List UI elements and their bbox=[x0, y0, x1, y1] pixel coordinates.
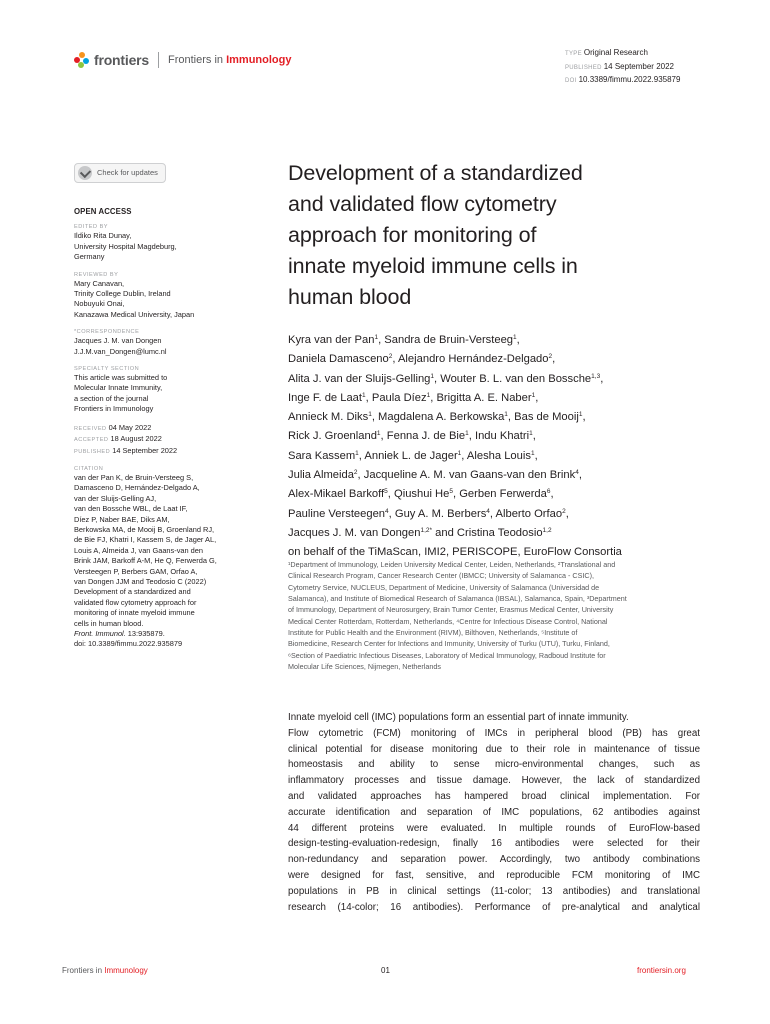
affiliation-marker: 4 bbox=[486, 507, 490, 515]
frontiers-logo-icon bbox=[74, 52, 91, 69]
affiliation-line: Salamanca), and Institute of Biomedical Research of Salamanca (IBSAL), Salamanca, Spain, ³Department bbox=[288, 594, 627, 604]
abstract-line: populations in PB in clinical settings (11-color; 13 antibodies) and translational bbox=[288, 885, 700, 897]
author-name: Jacques J. M. van Dongen bbox=[288, 526, 421, 539]
citation-line: van der Sluijs-Gelling AJ, bbox=[74, 493, 157, 503]
specialty-section-label: SPECIALTY SECTION bbox=[74, 366, 140, 373]
affiliation-marker: 1,3 bbox=[591, 372, 601, 380]
affiliation-marker: 1,2* bbox=[420, 526, 433, 534]
author-line bbox=[288, 505, 708, 524]
article-title bbox=[288, 158, 708, 313]
reviewed-by-list bbox=[74, 279, 274, 321]
published-label: PUBLISHED bbox=[565, 64, 602, 71]
author-name: , bbox=[552, 353, 556, 366]
citation-line: Versteegen P, Berbers GAM, Orfao A, bbox=[74, 566, 198, 576]
affiliation-marker: 5 bbox=[384, 488, 388, 496]
affiliation-marker: 2 bbox=[562, 507, 566, 515]
affiliation-marker: 4 bbox=[575, 469, 579, 477]
author-line bbox=[288, 427, 708, 446]
author-line bbox=[288, 389, 708, 408]
reviewer-line: Nobuyuki Onai, bbox=[74, 299, 125, 309]
editor-line: Germany bbox=[74, 252, 105, 262]
author-name: Sara Kassem bbox=[288, 449, 356, 462]
affiliation-marker: 4 bbox=[385, 507, 389, 515]
affiliation-line: ¹Department of Immunology, Leiden University Medical Center, Leiden, Netherlands, ²Translational and bbox=[288, 560, 616, 569]
citation-journal: Front. Immunol. bbox=[74, 629, 126, 638]
published-date-sidebar: 14 September 2022 bbox=[112, 445, 178, 455]
author-name: , bbox=[534, 449, 538, 462]
editor-line: Ildiko Rita Dunay, bbox=[74, 231, 132, 241]
brand-name: frontiers bbox=[94, 52, 149, 68]
citation-line: van Dongen JJM and Teodosio C (2022) bbox=[74, 576, 207, 586]
journal-name: Immunology bbox=[226, 54, 292, 66]
affiliation-marker: 1 bbox=[374, 334, 379, 341]
author-line bbox=[288, 331, 708, 350]
citation-line: Brink JAM, Barkoff A-M, He Q, Ferwerda G, bbox=[74, 556, 217, 566]
edited-by-list bbox=[74, 231, 274, 262]
abstract-line: clinical potential for disease monitoring due to their role in maintenance of tissue bbox=[288, 743, 700, 755]
author-name: , bbox=[582, 411, 586, 424]
page-number: 01 bbox=[381, 966, 390, 975]
doi-link[interactable]: 10.3389/fimmu.2022.935879 bbox=[578, 75, 681, 84]
corresponding-author: Jacques J. M. van Dongen bbox=[74, 336, 162, 346]
author-name: Daniela Damasceno bbox=[288, 353, 389, 366]
edited-by-label: EDITED BY bbox=[74, 224, 109, 231]
citation-label: CITATION bbox=[74, 465, 104, 472]
checkmark-icon bbox=[78, 166, 92, 180]
citation-line: Louis A, Almeida J, van Gaans-van den bbox=[74, 545, 204, 555]
affiliation-marker: 1,2 bbox=[542, 526, 552, 534]
citation-volume: 13:935879. bbox=[125, 629, 165, 638]
reviewer-line: Kanazawa Medical University, Japan bbox=[74, 309, 195, 319]
author-name: , Anniek L. de Jager bbox=[358, 449, 458, 462]
affiliation-marker: 5 bbox=[449, 488, 453, 496]
accepted-row bbox=[74, 434, 274, 445]
abstract-line: non-redundancy and separation power. Accordingly, two antibody combinations bbox=[288, 854, 700, 866]
affiliation-marker: 2 bbox=[353, 469, 358, 477]
abstract-line: design-testing-evaluation-redesign, finally 16 antibodies were selected for their bbox=[288, 838, 700, 850]
affiliation-marker: 1 bbox=[465, 430, 469, 438]
spacer bbox=[74, 415, 274, 423]
author-name: , Alberto Orfao bbox=[489, 507, 563, 520]
author-name: , bbox=[550, 488, 554, 501]
author-name: Alex-Mikael Barkoff bbox=[288, 488, 385, 501]
abstract-line: homeostasis and ability to sense micro-environmental changes, such as bbox=[288, 759, 700, 771]
open-access-label: OPEN ACCESS bbox=[74, 207, 132, 216]
type-label: TYPE bbox=[565, 51, 582, 57]
author-line bbox=[288, 524, 708, 543]
author-name: , Wouter B. L. van den Bossche bbox=[434, 372, 592, 385]
affiliation-marker: 2 bbox=[388, 353, 393, 361]
affiliations bbox=[288, 559, 700, 672]
affiliation-line: Cytometry Service, NUCLEUS, Department of Medicine, University of Salamanca (Universidad de bbox=[288, 582, 600, 592]
citation-doi[interactable]: doi: 10.3389/fimmu.2022.935879 bbox=[74, 639, 183, 649]
journal-header bbox=[74, 50, 291, 70]
citation-line: monitoring of innate myeloid immune bbox=[74, 608, 195, 618]
author-name: , bbox=[578, 469, 582, 482]
citation-line: Damasceno D, Hernández-Delgado A, bbox=[74, 483, 200, 493]
author-name: , Sandra de Bruin-Versteeg bbox=[378, 334, 514, 346]
abstract-line: Flow cytometric (FCM) monitoring of IMCs in peripheral blood (PB) has great bbox=[288, 727, 700, 739]
specialty-line: Molecular Innate Immunity, bbox=[74, 383, 163, 393]
author-name: Rick J. Groenland bbox=[288, 430, 377, 443]
author-name: and Cristina Teodosio bbox=[432, 526, 543, 539]
title-line: Development of a standardized bbox=[288, 161, 583, 185]
citation-line: Díez P, Naber BAE, Diks AM, bbox=[74, 514, 170, 524]
affiliation-marker: 1 bbox=[362, 391, 366, 399]
author-line bbox=[288, 447, 708, 466]
author-name: Inge F. de Laat bbox=[288, 391, 363, 404]
abstract-line: Innate myeloid cell (IMC) populations form an essential part of innate immunity. bbox=[288, 712, 629, 723]
accepted-date: 18 August 2022 bbox=[110, 434, 162, 444]
citation-journal-line bbox=[74, 629, 274, 639]
citation-line: Development of a standardized and bbox=[74, 587, 191, 597]
author-name: Pauline Versteegen bbox=[288, 507, 386, 520]
published-row bbox=[74, 446, 274, 457]
author-name: , Gerben Ferwerda bbox=[452, 488, 547, 501]
affiliation-line: ⁶Section of Paediatric Infectious Diseases, Laboratory of Medical Immunology, Radboud Institute for bbox=[288, 650, 606, 660]
footer-journal bbox=[62, 966, 148, 975]
check-updates-button[interactable] bbox=[74, 163, 166, 183]
article-type: Original Research bbox=[583, 48, 648, 57]
published-label: PUBLISHED bbox=[74, 448, 111, 455]
author-name: , Indu Khatri bbox=[468, 430, 530, 443]
author-name: on behalf of the TiMaScan, IMI2, PERISCOPE, EuroFlow Consortia bbox=[288, 546, 622, 559]
author-line bbox=[288, 370, 708, 389]
citation-line: validated flow cytometry approach for bbox=[74, 597, 197, 607]
citation-text bbox=[74, 473, 274, 629]
accepted-label: ACCEPTED bbox=[74, 437, 109, 444]
abstract-line: accurate identification and separation of IMC populations, 62 antibodies against bbox=[288, 806, 700, 818]
affiliation-marker: 1 bbox=[426, 391, 431, 399]
affiliation-marker: 1 bbox=[578, 411, 583, 419]
affiliation-marker: 1 bbox=[430, 372, 435, 380]
author-name: Alita J. van der Sluijs-Gelling bbox=[288, 372, 431, 385]
author-name: , Bas de Mooij bbox=[507, 411, 579, 424]
journal-title bbox=[168, 54, 291, 66]
author-list bbox=[288, 331, 708, 563]
author-line bbox=[288, 466, 708, 485]
author-name: , bbox=[600, 372, 604, 385]
title-line: human blood bbox=[288, 285, 412, 309]
title-line: innate myeloid immune cells in bbox=[288, 254, 578, 278]
author-name: , Magdalena A. Berkowska bbox=[371, 411, 505, 424]
footer-journal-prefix: Frontiers in bbox=[62, 966, 105, 975]
article-sidebar bbox=[74, 163, 274, 650]
author-name: , Fenna J. de Bie bbox=[380, 430, 466, 443]
author-name: , Qiushui He bbox=[387, 488, 450, 501]
doi-label: DOI bbox=[565, 78, 577, 84]
published-date: 14 September 2022 bbox=[603, 61, 674, 71]
author-name: , Alesha Louis bbox=[461, 449, 531, 462]
abstract-line: were designed for fast, sensitive, and reproducible FCM monitoring of IMC bbox=[288, 869, 700, 881]
abstract-line: 44 different proteins were evaluated. In multiple rounds of EuroFlow-based bbox=[288, 822, 700, 834]
affiliation-line: Medical Center Rotterdam, Rotterdam, Netherlands, ⁴Centre for Infectious Disease Control, National bbox=[288, 616, 608, 626]
author-name: Julia Almeida bbox=[288, 469, 354, 482]
affiliation-marker: 1 bbox=[530, 449, 535, 457]
affiliation-marker: 1 bbox=[531, 391, 536, 399]
affiliation-marker: 1 bbox=[504, 411, 508, 419]
affiliation-marker: 1 bbox=[457, 449, 462, 457]
reviewer-line: Trinity College Dublin, Ireland bbox=[74, 289, 171, 299]
author-name: , Jacqueline A. M. van Gaans-van den Brink bbox=[357, 469, 576, 482]
title-line: and validated flow cytometry bbox=[288, 192, 557, 216]
citation-line: van der Pan K, de Bruin-Versteeg S, bbox=[74, 472, 194, 482]
article-meta bbox=[565, 47, 680, 88]
affiliation-line: Biomedicine, Research Center for Infections and Immunity, University of Turku (UTU), Turku, Finland, bbox=[288, 639, 610, 649]
title-line: approach for monitoring of bbox=[288, 223, 537, 247]
affiliation-marker: 6 bbox=[546, 488, 551, 496]
affiliation-line: Institute for Public Health and the Environment (RIVM), Bilthoven, Netherlands, ⁵Institute of bbox=[288, 628, 578, 638]
affiliation-marker: 1 bbox=[376, 430, 381, 438]
abstract-line: inflammatory processes and tissue damage. However, the lack of standardized bbox=[288, 775, 700, 787]
author-line bbox=[288, 350, 708, 369]
check-updates-label: Check for updates bbox=[97, 167, 158, 177]
correspondence-label: *CORRESPONDENCE bbox=[74, 329, 140, 336]
affiliation-marker: 2 bbox=[548, 353, 553, 361]
author-line bbox=[288, 485, 708, 504]
affiliation-marker: 1 bbox=[513, 334, 517, 341]
author-name: , Brigitta A. E. Naber bbox=[430, 391, 532, 404]
reviewer-line: Mary Canavan, bbox=[74, 278, 125, 288]
abstract-line: research (14-color; 16 antibodies). Performance of pre-analytical and analytical bbox=[288, 901, 700, 913]
received-date: 04 May 2022 bbox=[108, 422, 152, 432]
specialty-line: This article was submitted to bbox=[74, 373, 168, 383]
citation-line: Berkowska MA, de Mooij B, Groenland RJ, bbox=[74, 524, 215, 534]
author-name: , bbox=[516, 334, 520, 346]
citation-line: van den Bossche WBL, de Laat IF, bbox=[74, 504, 188, 514]
author-name: , Guy A. M. Berbers bbox=[388, 507, 487, 520]
affiliation-marker: 1 bbox=[368, 411, 372, 419]
affiliation-marker: 1 bbox=[529, 430, 533, 438]
affiliation-line: Molecular Life Sciences, Nijmegen, Netherlands bbox=[288, 662, 442, 672]
reviewed-by-label: REVIEWED BY bbox=[74, 271, 119, 278]
affiliation-line: Clinical Research Program, Cancer Research Center (IBMCC; University of Salamanca - CSIC), bbox=[288, 571, 594, 581]
citation-line: cells in human blood. bbox=[74, 618, 144, 628]
author-line bbox=[288, 408, 708, 427]
author-name: , bbox=[565, 507, 569, 520]
specialty-line: Frontiers in Immunology bbox=[74, 404, 154, 414]
author-name: , Alejandro Hernández-Delgado bbox=[392, 353, 549, 366]
affiliation-line: of Immunology, Department of Neurosurgery, Brain Tumor Center, Erasmus Medical Center, University bbox=[288, 605, 614, 615]
author-name: Kyra van der Pan bbox=[288, 334, 375, 346]
header-divider bbox=[158, 52, 159, 68]
abstract bbox=[288, 710, 700, 915]
received-label: RECEIVED bbox=[74, 425, 107, 432]
editor-line: University Hospital Magdeburg, bbox=[74, 241, 177, 251]
citation-line: de Bie FJ, Khatri I, Kassem S, de Jager AL, bbox=[74, 535, 217, 545]
abstract-line: and validated approaches has hampered broad clinical implementation. For bbox=[288, 790, 700, 802]
author-name: Annieck M. Diks bbox=[288, 411, 369, 424]
footer-journal-name: Immunology bbox=[104, 966, 148, 975]
footer-site-link[interactable]: frontiersin.org bbox=[637, 966, 686, 975]
journal-prefix: Frontiers in bbox=[168, 54, 224, 66]
author-name: , bbox=[532, 430, 536, 443]
specialty-section bbox=[74, 373, 274, 415]
author-name: , Paula Díez bbox=[365, 391, 427, 404]
corresponding-email[interactable]: J.J.M.van_Dongen@lumc.nl bbox=[74, 346, 167, 356]
affiliation-marker: 1 bbox=[355, 449, 359, 457]
specialty-line: a section of the journal bbox=[74, 393, 149, 403]
received-row bbox=[74, 423, 274, 434]
author-name: , bbox=[535, 391, 539, 404]
